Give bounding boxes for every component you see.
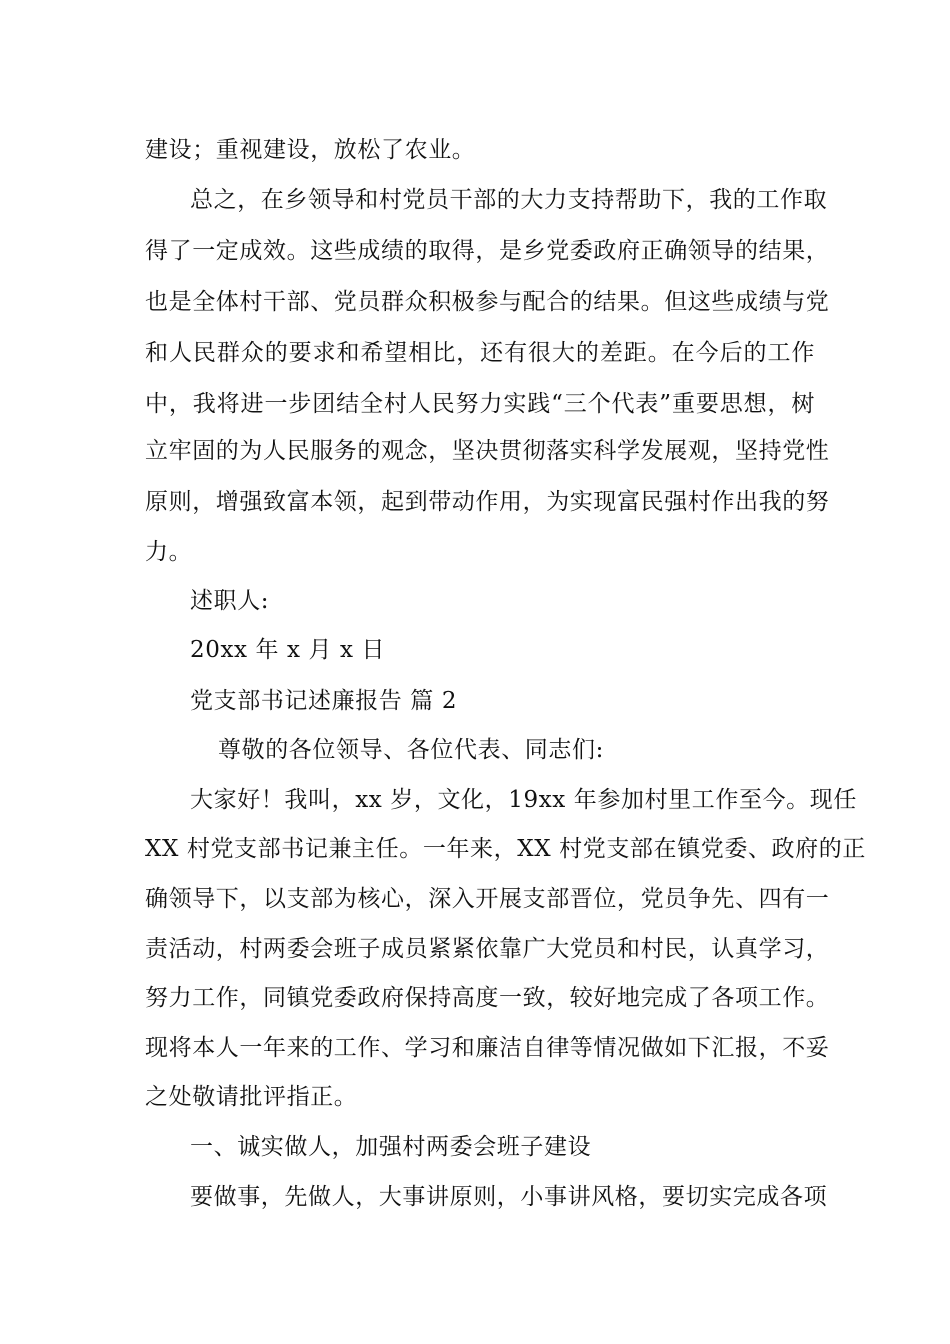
- text-line: 建设；重视建设，放松了农业。: [145, 137, 476, 163]
- signature-label: 述职人:: [190, 588, 270, 614]
- text-line: 现将本人一年来的工作、学习和廉洁自律等情况做如下汇报，不妥: [145, 1035, 830, 1061]
- text-line: 责活动，村两委会班子成员紧紧依靠广大党员和村民，认真学习，: [145, 936, 830, 962]
- section-heading: 一、诚实做人，加强村两委会班子建设: [190, 1134, 592, 1160]
- text-line: 得了一定成效。这些成绩的取得，是乡党委政府正确领导的结果，: [145, 238, 830, 264]
- date-line: 20xx 年 x 月 x 日: [190, 637, 386, 663]
- text-line: 立牢固的为人民服务的观念，坚决贯彻落实科学发展观，坚持党性: [145, 438, 830, 464]
- text-line: 确领导下，以支部为核心，深入开展支部晋位，党员争先、四有一: [145, 886, 830, 912]
- text-line: 力。: [145, 539, 193, 565]
- text-line: 要做事，先做人，大事讲原则，小事讲风格，要切实完成各项: [190, 1184, 828, 1210]
- text-line: 大家好！我叫，xx 岁，文化，19xx 年参加村里工作至今。现任: [190, 787, 857, 813]
- salutation: 尊敬的各位领导、各位代表、同志们:: [218, 737, 604, 763]
- text-line: 原则，增强致富本领，起到带动作用，为实现富民强村作出我的努: [145, 489, 830, 515]
- text-line: 也是全体村干部、党员群众积极参与配合的结果。但这些成绩与党: [145, 289, 830, 315]
- text-line: 总之，在乡领导和村党员干部的大力支持帮助下，我的工作取: [190, 187, 828, 213]
- text-line: 努力工作，同镇党委政府保持高度一致，较好地完成了各项工作。: [145, 985, 830, 1011]
- text-line: 和人民群众的要求和希望相比，还有很大的差距。在今后的工作: [145, 340, 815, 366]
- text-line: 之处敬请批评指正。: [145, 1084, 358, 1110]
- text-line: XX 村党支部书记兼主任。一年来，XX 村党支部在镇党委、政府的正: [145, 836, 866, 862]
- section-title: 党支部书记述廉报告 篇 2: [190, 688, 458, 714]
- text-line: 中，我将进一步团结全村人民努力实践“三个代表”重要思想，树: [145, 391, 815, 417]
